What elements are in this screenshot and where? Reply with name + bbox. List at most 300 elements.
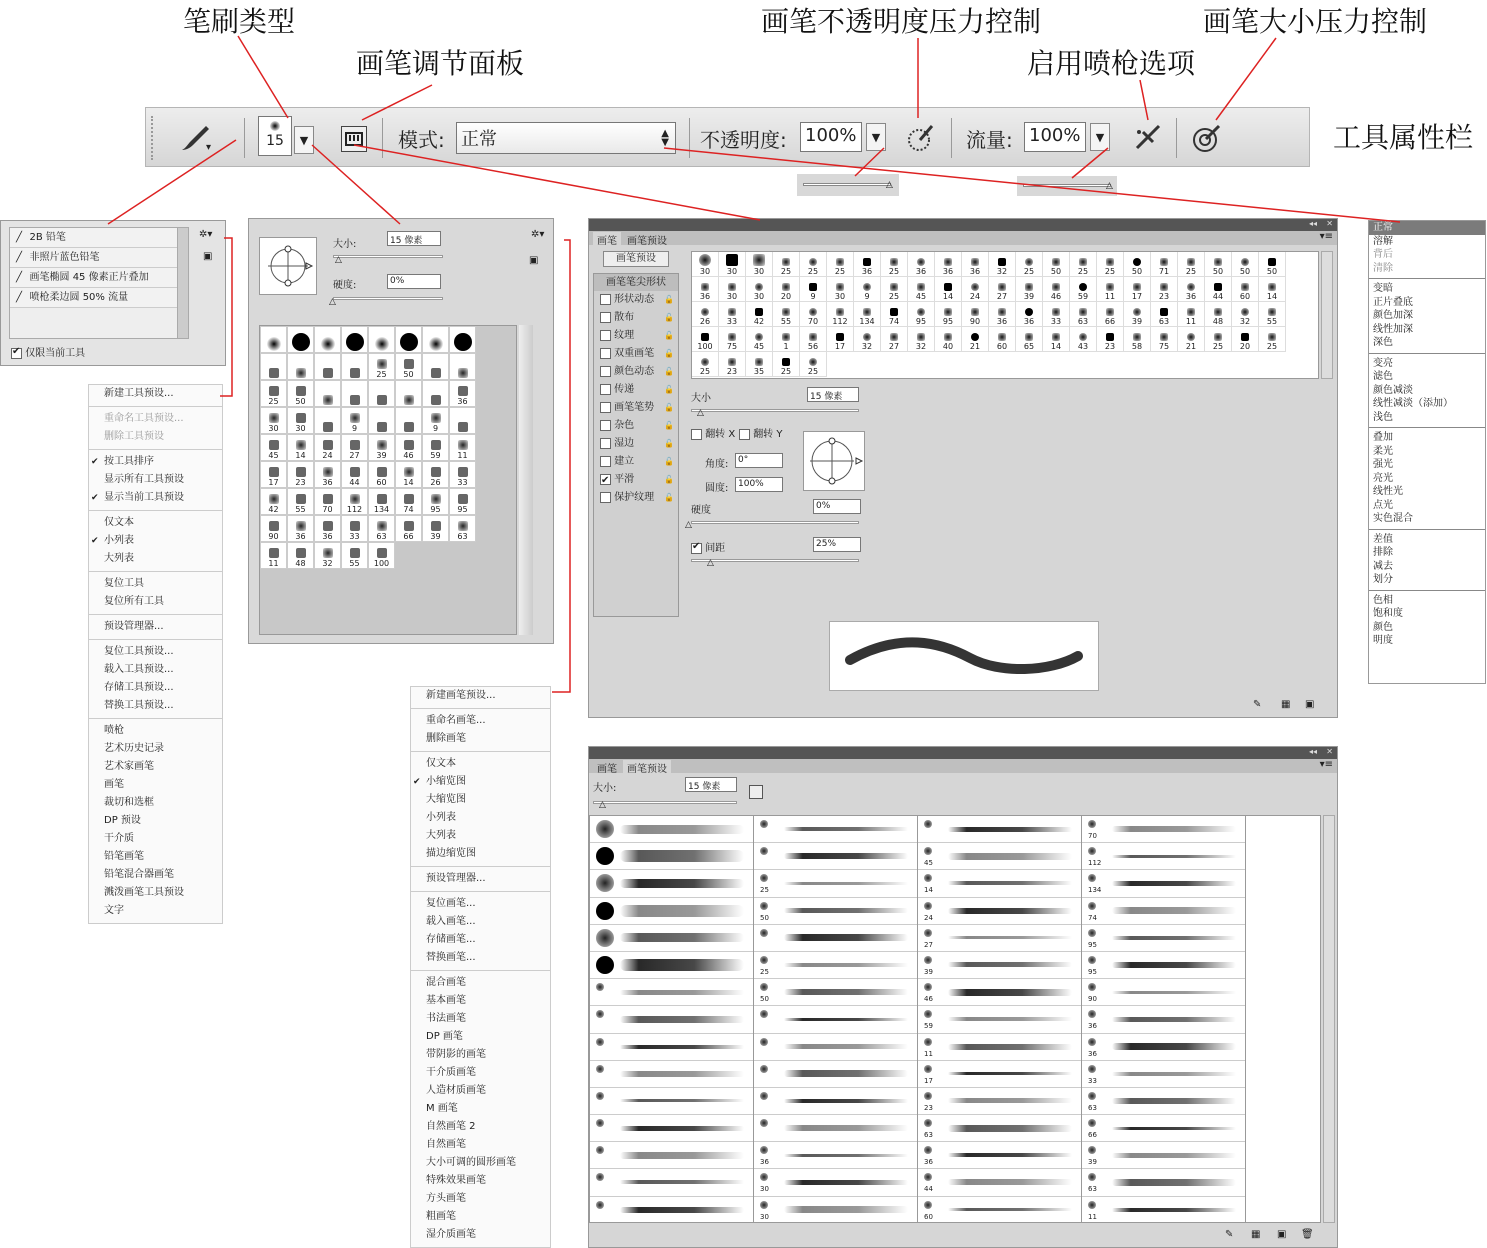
blend-mode-item[interactable]: 颜色减淡	[1373, 384, 1413, 396]
brush-thumb[interactable]	[449, 434, 476, 461]
preset-row[interactable]	[590, 979, 753, 1006]
gear-icon[interactable]: ✲▾	[531, 229, 545, 240]
brush-thumb[interactable]	[773, 277, 800, 302]
menu-item[interactable]: 预设管理器...	[426, 873, 486, 884]
brush-thumb[interactable]	[854, 252, 881, 277]
slider-thumb-icon[interactable]: △	[685, 520, 692, 530]
preset-row[interactable]	[590, 1197, 753, 1223]
brush-thumb[interactable]	[1151, 252, 1178, 277]
scrollbar[interactable]	[1321, 251, 1333, 379]
brush-thumb[interactable]	[422, 353, 449, 380]
brush-thumb[interactable]	[989, 277, 1016, 302]
blend-mode-item[interactable]: 颜色	[1373, 621, 1393, 633]
brush-thumb[interactable]	[422, 407, 449, 434]
brush-thumb[interactable]	[287, 461, 314, 488]
lock-icon[interactable]: 🔓	[664, 403, 674, 412]
brush-option-item[interactable]	[594, 309, 678, 327]
brush-thumb[interactable]	[287, 326, 314, 353]
brush-thumb[interactable]	[1070, 302, 1097, 327]
tab-brush[interactable]: 画笔	[593, 232, 621, 247]
brush-thumb[interactable]	[1016, 252, 1043, 277]
brush-panel-toggle-icon[interactable]	[341, 126, 367, 152]
brush-thumb[interactable]	[989, 302, 1016, 327]
preset-row[interactable]	[1082, 1115, 1245, 1142]
brush-thumb[interactable]	[1043, 277, 1070, 302]
preset-row[interactable]	[918, 1088, 1081, 1115]
blend-mode-item[interactable]: 变亮	[1373, 357, 1393, 369]
brush-thumb[interactable]	[719, 327, 746, 352]
size-input[interactable]: 15 像素	[387, 231, 441, 246]
preset-row[interactable]	[590, 1169, 753, 1196]
angle-input[interactable]: 0°	[735, 453, 783, 468]
menu-item[interactable]: ✔ 显示当前工具预设	[89, 489, 222, 507]
brush-thumb[interactable]	[908, 277, 935, 302]
brush-thumb[interactable]	[719, 352, 746, 377]
brush-option-item[interactable]	[594, 471, 678, 489]
flip-x-checkbox[interactable]	[691, 425, 735, 440]
slider-thumb-icon[interactable]: △	[329, 297, 336, 307]
blend-mode-item[interactable]: 变暗	[1373, 283, 1393, 294]
preset-row[interactable]	[1082, 816, 1245, 843]
option-checkbox[interactable]	[600, 420, 611, 431]
menu-item[interactable]: 删除画笔	[426, 733, 466, 744]
blend-mode-item[interactable]: 实色混合	[1373, 513, 1413, 524]
toggle-brush-icon[interactable]: ✎	[1225, 1229, 1234, 1240]
brush-thumb[interactable]	[692, 302, 719, 327]
brush-tip-shape-item[interactable]: 画笔笔尖形状	[594, 274, 678, 291]
preset-row[interactable]	[1082, 843, 1245, 870]
preset-row[interactable]	[918, 870, 1081, 897]
menu-item[interactable]: ✔ 小缩览图	[411, 773, 550, 791]
brush-thumb[interactable]	[827, 252, 854, 277]
brush-thumb[interactable]	[1124, 302, 1151, 327]
menu-item[interactable]: 粗画笔	[426, 1211, 456, 1222]
brush-thumb[interactable]	[395, 434, 422, 461]
lock-icon[interactable]: 🔓	[664, 313, 674, 322]
brush-thumb[interactable]	[260, 380, 287, 407]
brush-thumb[interactable]	[692, 277, 719, 302]
brush-thumb[interactable]	[1178, 277, 1205, 302]
tab-brush-presets[interactable]: 画笔预设	[623, 760, 671, 775]
preset-row[interactable]	[918, 925, 1081, 952]
brush-thumb[interactable]	[827, 327, 854, 352]
brush-thumb[interactable]	[314, 407, 341, 434]
brush-thumb[interactable]	[908, 252, 935, 277]
preset-row[interactable]	[1082, 870, 1245, 897]
brush-thumb[interactable]	[719, 302, 746, 327]
brush-option-item[interactable]	[594, 417, 678, 435]
brush-thumb[interactable]	[854, 302, 881, 327]
brush-thumb[interactable]	[287, 515, 314, 542]
menu-item[interactable]: 替换工具预设...	[104, 700, 174, 711]
brush-thumb[interactable]	[881, 327, 908, 352]
panel-hardness-slider[interactable]	[691, 521, 859, 524]
preset-row[interactable]	[918, 1006, 1081, 1033]
brush-thumb[interactable]	[341, 353, 368, 380]
brush-thumb[interactable]	[773, 327, 800, 352]
option-checkbox[interactable]	[600, 492, 611, 503]
brush-thumb[interactable]	[989, 327, 1016, 352]
brush-thumb[interactable]	[449, 326, 476, 353]
blend-mode-item[interactable]: 清除	[1373, 262, 1393, 274]
hardness-slider[interactable]	[333, 297, 443, 300]
preset-row[interactable]	[590, 952, 753, 979]
preset-row[interactable]	[754, 898, 917, 925]
slider-thumb-icon[interactable]: △	[335, 255, 342, 265]
preset-row[interactable]	[590, 1061, 753, 1088]
new-brush-icon[interactable]: ▣	[529, 255, 539, 266]
opacity-dropdown[interactable]: ▼	[866, 123, 886, 151]
brush-option-item[interactable]	[594, 399, 678, 417]
preset-row[interactable]	[590, 1088, 753, 1115]
brush-thumb[interactable]	[287, 542, 314, 569]
lock-icon[interactable]: 🔓	[664, 349, 674, 358]
preset-size-input[interactable]: 15 像素	[685, 777, 737, 792]
brush-thumb[interactable]	[422, 461, 449, 488]
lock-icon[interactable]: 🔓	[664, 457, 674, 466]
preset-row[interactable]	[918, 1142, 1081, 1169]
menu-item[interactable]: 书法画笔	[426, 1013, 466, 1024]
option-checkbox[interactable]	[600, 402, 611, 413]
list-item[interactable]	[10, 248, 186, 268]
menu-item[interactable]: 小列表	[426, 812, 456, 823]
menu-item[interactable]: 干介质画笔	[426, 1067, 476, 1078]
preset-row[interactable]	[918, 816, 1081, 843]
brush-thumb[interactable]	[368, 461, 395, 488]
menu-item[interactable]: M 画笔	[426, 1103, 458, 1114]
brush-thumb[interactable]	[260, 461, 287, 488]
preset-row[interactable]	[590, 1115, 753, 1142]
menu-item[interactable]: 自然画笔	[426, 1139, 466, 1150]
preset-row[interactable]	[754, 1088, 917, 1115]
spacing-input[interactable]: 25%	[813, 537, 861, 552]
option-checkbox[interactable]	[600, 384, 611, 395]
brush-thumb[interactable]	[800, 277, 827, 302]
blend-mode-item[interactable]: 色相	[1373, 594, 1393, 606]
preset-row[interactable]	[754, 925, 917, 952]
brush-thumb[interactable]	[1205, 302, 1232, 327]
brush-thumb[interactable]	[1097, 327, 1124, 352]
brush-thumb[interactable]	[1097, 252, 1124, 277]
brush-thumb[interactable]	[260, 488, 287, 515]
brush-thumb[interactable]	[260, 407, 287, 434]
slider-thumb-icon[interactable]: △	[886, 180, 893, 190]
brush-thumb[interactable]	[287, 488, 314, 515]
brush-thumb[interactable]	[1259, 302, 1286, 327]
brush-angle-preview[interactable]	[803, 431, 865, 491]
menu-item[interactable]: 画笔	[104, 779, 124, 790]
preset-row[interactable]	[1082, 1034, 1245, 1061]
brush-thumb[interactable]	[422, 380, 449, 407]
blend-mode-item[interactable]: 柔光	[1373, 445, 1393, 457]
lock-icon[interactable]: 🔓	[664, 295, 674, 304]
menu-item[interactable]: 大列表	[426, 830, 456, 841]
slider-thumb-icon[interactable]: △	[599, 800, 606, 810]
opacity-input[interactable]: 100%	[800, 122, 862, 152]
brush-thumb[interactable]	[962, 277, 989, 302]
brush-thumb[interactable]	[1205, 327, 1232, 352]
brush-thumb[interactable]	[341, 380, 368, 407]
brush-thumb[interactable]	[962, 252, 989, 277]
brush-thumb[interactable]	[1178, 302, 1205, 327]
preset-row[interactable]	[754, 816, 917, 843]
brush-thumb[interactable]	[422, 326, 449, 353]
gear-icon[interactable]: ✲▾	[199, 229, 213, 240]
brush-thumb[interactable]	[314, 380, 341, 407]
preset-row[interactable]	[1082, 925, 1245, 952]
brush-thumb[interactable]	[368, 515, 395, 542]
brush-thumb[interactable]	[1259, 277, 1286, 302]
preset-row[interactable]	[918, 952, 1081, 979]
blend-mode-item[interactable]: 叠加	[1373, 432, 1393, 443]
brush-thumb[interactable]	[395, 326, 422, 353]
brush-thumb[interactable]	[1178, 252, 1205, 277]
preset-row[interactable]	[754, 1142, 917, 1169]
brush-thumb[interactable]	[260, 353, 287, 380]
brush-thumb[interactable]	[368, 326, 395, 353]
brush-thumb[interactable]	[1043, 302, 1070, 327]
brush-option-item[interactable]	[594, 363, 678, 381]
preset-size-slider[interactable]	[593, 801, 737, 804]
tab-brush-presets[interactable]: 画笔预设	[627, 236, 667, 247]
preset-row[interactable]	[1082, 1061, 1245, 1088]
brush-thumb[interactable]	[881, 277, 908, 302]
slider-thumb-icon[interactable]: △	[1106, 181, 1113, 191]
size-slider[interactable]	[333, 255, 443, 258]
brush-thumb[interactable]	[746, 327, 773, 352]
menu-item[interactable]: 载入画笔...	[426, 916, 476, 927]
panel-hardness-input[interactable]: 0%	[813, 499, 861, 514]
menu-item[interactable]: 铅笔混合器画笔	[104, 869, 174, 880]
lock-icon[interactable]: 🔓	[664, 439, 674, 448]
blend-mode-item[interactable]: 亮光	[1373, 472, 1393, 484]
preset-row[interactable]	[918, 1115, 1081, 1142]
opacity-pressure-icon[interactable]	[906, 122, 936, 154]
preset-row[interactable]	[918, 1169, 1081, 1196]
panel-size-slider[interactable]	[691, 409, 859, 412]
brush-thumb[interactable]	[449, 488, 476, 515]
menu-item[interactable]: 裁切和选框	[104, 797, 154, 808]
menu-item[interactable]: 溅泼画笔工具预设	[104, 887, 184, 898]
brush-thumb[interactable]	[935, 277, 962, 302]
brush-thumb[interactable]	[1070, 252, 1097, 277]
menu-item[interactable]: 仅文本	[104, 517, 134, 528]
brush-thumb[interactable]	[449, 353, 476, 380]
current-only-checkbox[interactable]	[11, 344, 85, 359]
brush-thumb[interactable]	[422, 515, 449, 542]
preset-row[interactable]	[754, 1061, 917, 1088]
brush-option-item[interactable]	[594, 291, 678, 309]
menu-item[interactable]: 新建画笔预设...	[426, 690, 496, 701]
brush-thumb[interactable]	[827, 277, 854, 302]
menu-item[interactable]: 复位所有工具	[104, 596, 164, 607]
option-checkbox[interactable]	[600, 348, 611, 359]
blend-mode-item[interactable]: 差值	[1373, 533, 1393, 545]
lock-icon[interactable]: 🔓	[664, 385, 674, 394]
brush-thumb[interactable]	[422, 434, 449, 461]
brush-thumb[interactable]	[341, 326, 368, 353]
blend-mode-item[interactable]: 强光	[1373, 459, 1393, 470]
new-brush-icon[interactable]: ▣	[1277, 1229, 1287, 1240]
brush-thumb[interactable]	[422, 488, 449, 515]
brush-thumb[interactable]	[395, 353, 422, 380]
list-item[interactable]	[10, 268, 186, 288]
list-item[interactable]	[10, 228, 186, 248]
preset-row[interactable]	[1082, 898, 1245, 925]
brush-thumb[interactable]	[1016, 302, 1043, 327]
blend-mode-item[interactable]: 颜色加深	[1373, 310, 1413, 321]
panel-titlebar[interactable]	[589, 747, 1337, 759]
menu-item[interactable]: 重命名画笔...	[426, 715, 486, 726]
preset-row[interactable]	[590, 1034, 753, 1061]
brush-thumb[interactable]	[260, 434, 287, 461]
preset-row[interactable]	[754, 979, 917, 1006]
brush-thumb[interactable]	[773, 252, 800, 277]
close-icon[interactable]: ✕	[1326, 747, 1333, 756]
collapse-icon[interactable]: ◂◂	[1308, 219, 1317, 228]
blend-mode-item[interactable]: 减去	[1373, 560, 1393, 572]
menu-item[interactable]: 仅文本	[426, 758, 456, 769]
menu-item[interactable]: 基本画笔	[426, 995, 466, 1006]
brush-thumb[interactable]	[1124, 277, 1151, 302]
menu-item[interactable]: 替换画笔...	[426, 952, 476, 963]
blend-mode-item[interactable]: 线性减淡（添加）	[1373, 398, 1453, 409]
brush-thumb[interactable]	[962, 302, 989, 327]
preset-row[interactable]	[754, 1115, 917, 1142]
brush-thumb[interactable]	[368, 407, 395, 434]
menu-item[interactable]: 载入工具预设...	[104, 664, 174, 675]
menu-item[interactable]: 存储画笔...	[426, 934, 476, 945]
new-preset-icon[interactable]: ▣	[203, 251, 213, 262]
grid-icon[interactable]: ▦	[1251, 1229, 1261, 1240]
preset-row[interactable]	[754, 1034, 917, 1061]
blend-mode-item[interactable]: 溶解	[1373, 235, 1393, 247]
brush-thumb[interactable]	[341, 515, 368, 542]
preset-row[interactable]	[918, 1061, 1081, 1088]
blend-mode-item[interactable]: 浅色	[1373, 411, 1393, 423]
preset-row[interactable]	[918, 1197, 1081, 1223]
menu-item[interactable]: 铅笔画笔	[104, 851, 144, 862]
preset-row[interactable]	[754, 1197, 917, 1223]
brush-thumb[interactable]	[287, 407, 314, 434]
preset-row[interactable]	[590, 843, 753, 870]
blend-mode-item[interactable]: 正常	[1369, 221, 1485, 235]
brush-thumb[interactable]	[773, 352, 800, 377]
menu-item[interactable]: 人造材质画笔	[426, 1085, 486, 1096]
brush-thumb[interactable]	[1097, 302, 1124, 327]
blend-mode-item[interactable]: 线性加深	[1373, 323, 1413, 335]
option-checkbox[interactable]	[600, 456, 611, 467]
brush-thumb[interactable]	[1232, 327, 1259, 352]
option-checkbox[interactable]	[600, 438, 611, 449]
menu-item[interactable]: 复位工具	[104, 578, 144, 589]
blend-mode-item[interactable]: 正片叠底	[1373, 296, 1413, 308]
brush-preset-picker[interactable]	[258, 116, 292, 156]
brush-thumb[interactable]	[368, 434, 395, 461]
menu-item[interactable]: 自然画笔 2	[426, 1121, 476, 1132]
brush-thumb[interactable]	[395, 407, 422, 434]
panel-menu-icon[interactable]: ▾≡	[1319, 759, 1333, 770]
blend-mode-item[interactable]: 划分	[1373, 574, 1393, 585]
brush-thumb[interactable]	[449, 461, 476, 488]
flow-dropdown[interactable]: ▼	[1090, 123, 1110, 151]
lock-icon[interactable]: 🔓	[664, 421, 674, 430]
brush-thumb[interactable]	[1016, 277, 1043, 302]
brush-thumb[interactable]	[395, 488, 422, 515]
brush-thumb[interactable]	[1043, 252, 1070, 277]
brush-thumb[interactable]	[854, 277, 881, 302]
brush-thumb[interactable]	[1124, 327, 1151, 352]
spacing-slider[interactable]	[691, 559, 859, 562]
preset-row[interactable]	[1082, 979, 1245, 1006]
brush-thumb[interactable]	[1151, 302, 1178, 327]
menu-item[interactable]: 艺术历史记录	[104, 743, 164, 754]
list-item[interactable]	[10, 288, 186, 308]
blend-mode-item[interactable]: 饱和度	[1373, 608, 1403, 619]
preset-row[interactable]	[754, 1006, 917, 1033]
brush-thumb[interactable]	[314, 488, 341, 515]
scrollbar[interactable]	[1323, 815, 1335, 1223]
scrollbar[interactable]	[519, 325, 533, 635]
brush-thumb[interactable]	[1016, 327, 1043, 352]
menu-item[interactable]: 存储工具预设...	[104, 682, 174, 693]
brush-panel-toggle-icon[interactable]	[749, 785, 763, 799]
option-checkbox[interactable]	[600, 330, 611, 341]
scrollbar[interactable]	[177, 227, 189, 339]
spacing-checkbox[interactable]	[691, 539, 725, 554]
brush-thumb[interactable]	[287, 434, 314, 461]
brush-thumb[interactable]	[260, 542, 287, 569]
brush-thumb[interactable]	[1259, 327, 1286, 352]
lock-icon[interactable]: 🔓	[664, 475, 674, 484]
menu-item[interactable]: 大列表	[104, 553, 134, 564]
menu-item[interactable]: 带阴影的画笔	[426, 1049, 486, 1060]
brush-thumb[interactable]	[314, 353, 341, 380]
preset-row[interactable]	[590, 816, 753, 843]
brush-thumb[interactable]	[962, 327, 989, 352]
preset-row[interactable]	[754, 870, 917, 897]
brush-thumb[interactable]	[395, 515, 422, 542]
blend-mode-item[interactable]: 滤色	[1373, 371, 1393, 382]
preset-row[interactable]	[1082, 1197, 1245, 1223]
menu-item[interactable]: 大小可调的圆形画笔	[426, 1157, 516, 1168]
slider-thumb-icon[interactable]: △	[697, 408, 704, 418]
brush-thumb[interactable]	[341, 542, 368, 569]
opacity-slider-popup[interactable]	[797, 174, 899, 196]
brush-thumb[interactable]	[1178, 327, 1205, 352]
trash-icon[interactable]: 🗑	[1301, 1229, 1314, 1240]
menu-item[interactable]: 特殊效果画笔	[426, 1175, 486, 1186]
brush-thumb[interactable]	[908, 327, 935, 352]
brush-thumb[interactable]	[1097, 277, 1124, 302]
brush-option-item[interactable]	[594, 381, 678, 399]
brush-thumb[interactable]	[746, 252, 773, 277]
preset-row[interactable]	[1082, 1088, 1245, 1115]
brush-thumb[interactable]	[692, 352, 719, 377]
brush-thumb[interactable]	[260, 515, 287, 542]
preset-row[interactable]	[754, 952, 917, 979]
menu-item[interactable]: 显示所有工具预设	[104, 474, 184, 485]
close-icon[interactable]: ✕	[1326, 219, 1333, 228]
brush-thumb[interactable]	[314, 461, 341, 488]
flow-slider-popup[interactable]	[1017, 176, 1117, 196]
new-brush-icon[interactable]: ▣	[1305, 699, 1315, 710]
grid-icon[interactable]: ▦	[1281, 699, 1291, 710]
brush-thumb[interactable]	[260, 326, 287, 353]
toolbar-grip[interactable]	[151, 116, 157, 160]
panel-menu-icon[interactable]: ▾≡	[1319, 231, 1333, 242]
flow-input[interactable]: 100%	[1024, 122, 1086, 152]
